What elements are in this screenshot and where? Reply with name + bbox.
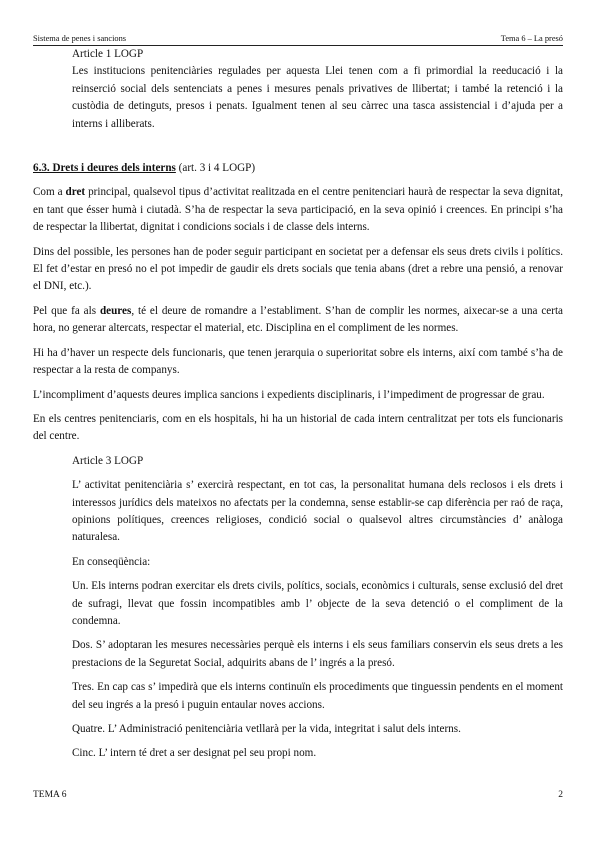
- section-reference: (art. 3 i 4 LOGP): [175, 162, 256, 175]
- article3-title: Article 3 LOGP: [72, 454, 144, 467]
- article3-item-un: Un. Els interns podran exercitar els drets civils, polítics, socials, econòmics i culturals, sense exclusió del dret de sufragi, llevat que fossin incompatibles amb l’ objecte de la seva detenció o el compliment de la condemna.: [72, 580, 563, 627]
- section-heading: 6.3. Drets i deures dels interns: [33, 162, 176, 175]
- header-topic-title: Tema 6 – La presó: [500, 34, 563, 43]
- paragraph-respect: Hi ha d’haver un respecte dels funcionaris, que tenen jerarquia o superioritat sobre els interns, així com també s’ha de respectar a la resta de companys.: [33, 346, 563, 377]
- article3-item-cinc: Cinc. L’ intern té dret a ser designat pel seu propi nom.: [72, 747, 317, 760]
- article3-consequence: En conseqüència:: [72, 555, 151, 568]
- paragraph-records: En els centres penitenciaris, com en els hospitals, hi ha un historial de cada intern centralitzat per tots els funcionaris del centre.: [33, 412, 563, 443]
- keyword-deures: deures: [99, 304, 132, 317]
- footer-label: TEMA 6: [33, 790, 67, 800]
- article3-item-quatre: Quatre. L’ Administració penitenciària vetllarà per la vida, integritat i salut dels interns.: [72, 723, 461, 735]
- paragraph-civil-rights: Dins del possible, les persones han de poder seguir participant en societat per a defensar els seus drets civils i polítics. El fet d’estar en presó no el pot impedir de gaudir els drets socials que tenia abans (dret a rebre una pensió, a renovar el DNI, etc.).: [33, 245, 563, 293]
- keyword-dret: dret: [65, 186, 86, 199]
- paragraph-rights-intro: Com a: [33, 186, 66, 199]
- page-number: 2: [558, 790, 563, 800]
- paragraph-duties: [33, 303, 563, 338]
- article1-title: Article 1 LOGP: [72, 48, 144, 60]
- paragraph-rights-text: principal, qualsevol tipus d’activitat realitzada en el centre penitenciari haurà de respectar la seva dignitat, en tant que ésser humà i ciutadà. S’ha de respectar la seva participació, en la seva opinió i creences. En principi s’ha de respectar la llibertat, dignitat i condicions socials i de classe dels interns.: [33, 186, 563, 234]
- paragraph-duties-intro: Pel que fa als: [33, 304, 100, 317]
- page-body: [33, 46, 563, 763]
- article3-item-dos: Dos. S’ adoptaran les mesures necessàries perquè els interns i els seus familiars conservin els seus drets a les prestacions de la Seguretat Social, adquirits abans de l’ ingrés a la presó.: [72, 639, 563, 669]
- header-course-title: Sistema de penes i sancions: [33, 34, 127, 43]
- page-header: [33, 33, 563, 46]
- article3-intro: L’ activitat penitenciària s’ exercirà respectant, en tot cas, la personalitat humana dels reclosos i els drets i interessos jurídics dels mateixos no afectats per la condemna, sense establir-se cap diferència per raó de raça, opinions polítiques, creences religioses, condició social o qualsevol altres circumstàncies d’ anàloga naturalesa.: [72, 479, 563, 544]
- article1-text: Les institucions penitenciàries regulades per aquesta Llei tenen com a fi primordial la reeducació i la reinserció social dels sentenciats a penes i mesures penals privatives de llibertat; i també la retenció i la custòdia de detinguts, presos i penats. Igualment tenen al seu càrrec una tasca assistencial i d’ajuda per a interns i alliberats.: [72, 65, 563, 130]
- section-heading-line: [33, 160, 563, 177]
- paragraph-duties-text: , té el deure de romandre a l’establiment. S’han de complir les normes, aixecar-se a una certa hora, no generar altercats, respectar el material, etc. Disciplina en el compliment de les normes.: [33, 304, 564, 335]
- paragraph-rights: [33, 184, 563, 236]
- article3-item-tres: Tres. En cap cas s’ impedirà que els interns continuïn els procediments que tinguessin pendents en el moment del seu ingrés a la presó i puguin entaular noves accions.: [72, 681, 563, 711]
- paragraph-sanctions: L’incompliment d’aquests deures implica sancions i expedients disciplinaris, i l’impediment de progressar de grau.: [33, 388, 545, 401]
